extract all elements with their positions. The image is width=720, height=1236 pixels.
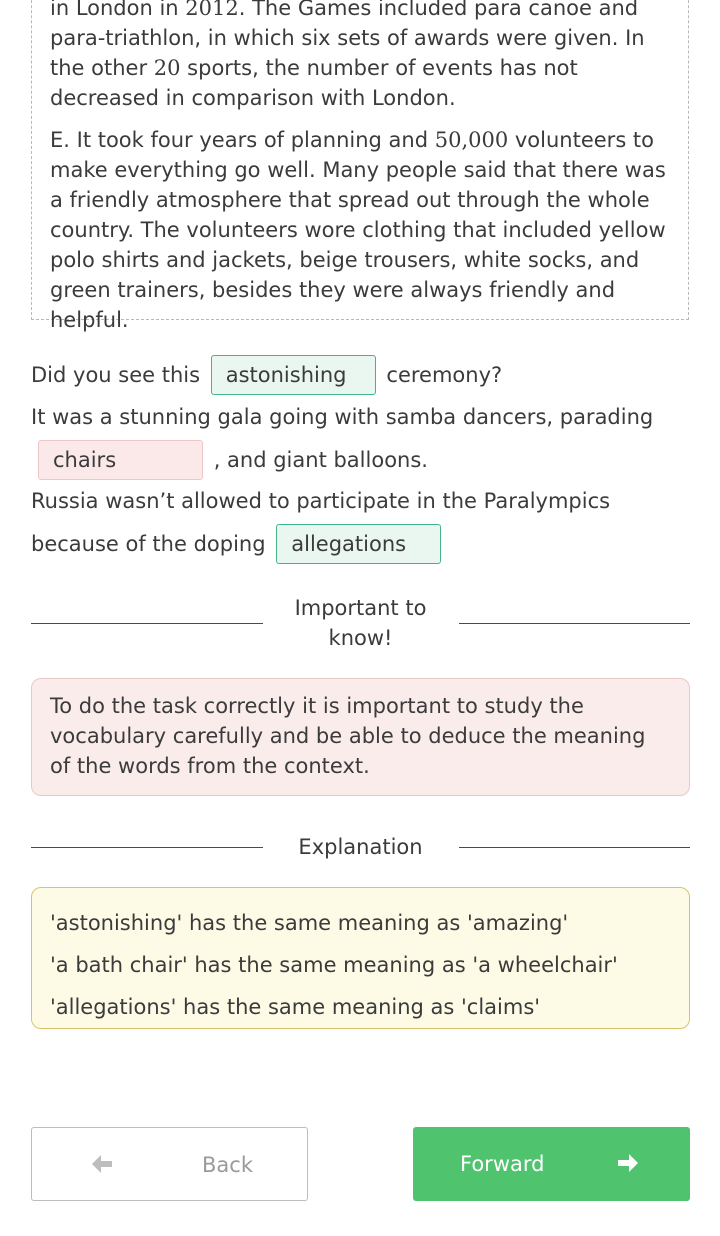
arrow-right-icon bbox=[616, 1151, 640, 1180]
reading-paragraph-e: E. It took four years of planning and 50,000 volunteers to make everything go well. Many people said that there was a friendly atmosphere that spread out through the whole country. The volunteers wore clothing that included yellow polo shirts and jackets, beige trousers, white socks, and green trainers, besides they were always friendly and helpful. bbox=[50, 128, 666, 332]
forward-button[interactable] bbox=[413, 1127, 690, 1201]
important-divider bbox=[31, 593, 690, 653]
important-title: Important to know! bbox=[294, 596, 427, 650]
explanation-line: 'allegations' has the same meaning as 'claims' bbox=[50, 995, 541, 1019]
explanation-note bbox=[31, 887, 690, 1029]
explanation-divider bbox=[31, 832, 690, 862]
back-button-label: Back bbox=[202, 1153, 253, 1177]
important-note: To do the task correctly it is important to study the vocabulary carefully and be able to deduce the meaning of the words from the context. bbox=[31, 678, 690, 796]
explanation-line: 'a bath chair' has the same meaning as 'a wheelchair' bbox=[50, 953, 618, 977]
explanation-title: Explanation bbox=[298, 835, 423, 859]
question-sentence-3: Russia wasn’t allowed to participate in the Paralympics because of the doping allegations bbox=[31, 479, 691, 565]
question-sentence-1: Did you see this astonishing ceremony? bbox=[31, 353, 691, 396]
question-sentence-2: It was a stunning gala going with samba dancers, parading chairs , and giant balloons. bbox=[31, 395, 691, 481]
back-button[interactable] bbox=[31, 1127, 308, 1201]
answer-field-1[interactable]: astonishing bbox=[211, 355, 376, 395]
arrow-left-icon bbox=[90, 1152, 114, 1181]
divider-line-right bbox=[459, 847, 691, 848]
reading-text-box bbox=[31, 0, 689, 332]
answer-field-3[interactable]: allegations bbox=[276, 524, 441, 564]
divider-line-right bbox=[459, 623, 691, 624]
explanation-line: 'astonishing' has the same meaning as 'amazing' bbox=[50, 911, 569, 935]
forward-button-label: Forward bbox=[460, 1152, 545, 1176]
answer-field-2[interactable]: chairs bbox=[38, 440, 203, 480]
divider-line-left bbox=[31, 847, 263, 848]
reading-paragraph-d: in London in 2012. The Games included para canoe and para-triathlon, in which six sets of awards were given. In the other 20 sports, the number of events has not decreased in comparison with London. bbox=[50, 0, 645, 110]
divider-line-left bbox=[31, 623, 263, 624]
